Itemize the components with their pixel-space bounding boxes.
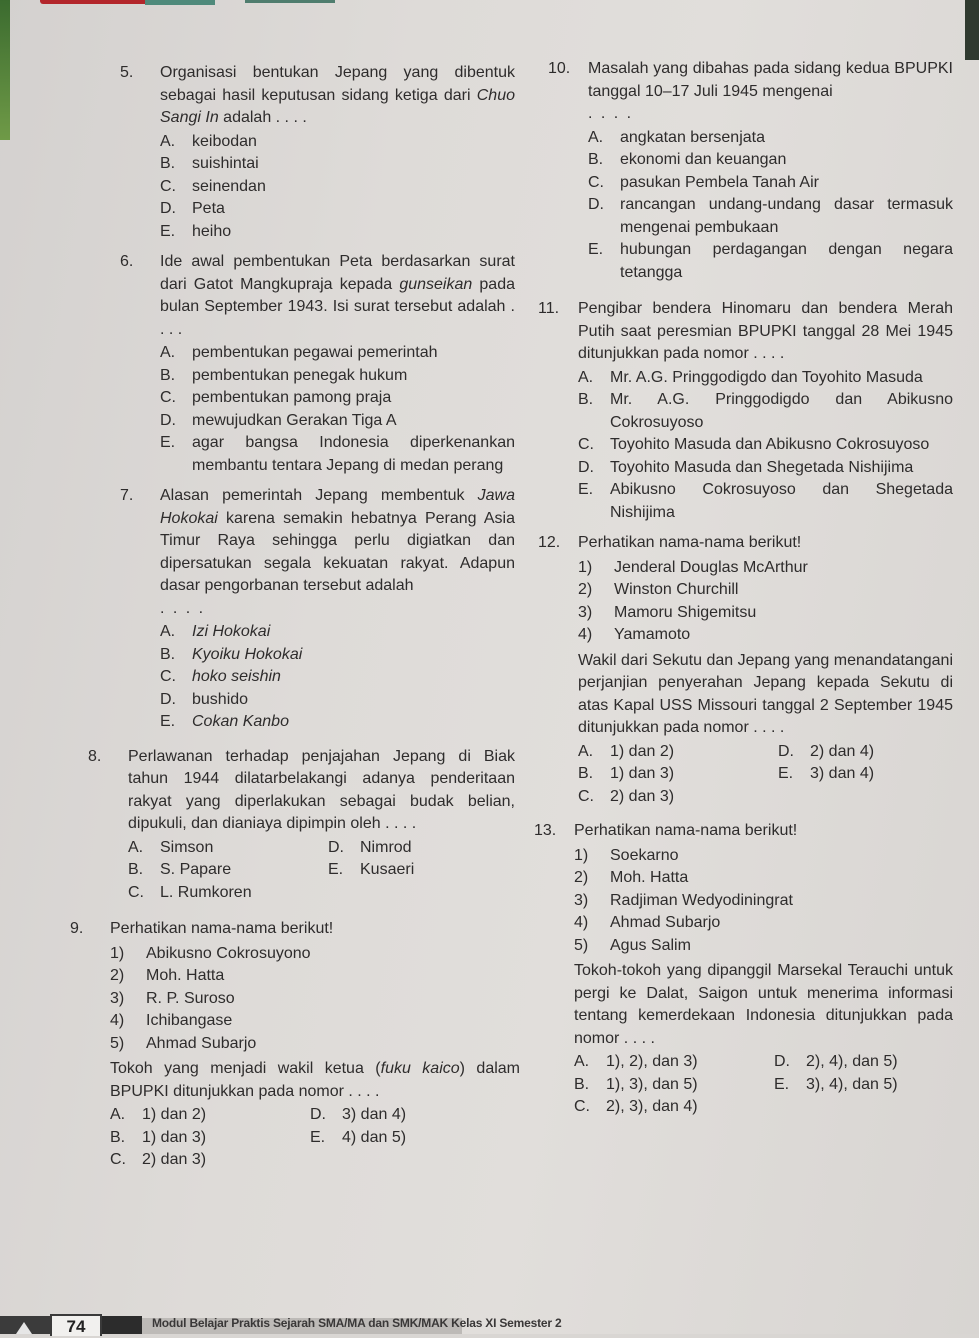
left-column xyxy=(70,62,520,1178)
option-letter: A. xyxy=(588,128,604,146)
option-d[interactable] xyxy=(310,1104,510,1127)
question-stem-part: Tokoh yang menjadi wakil ketua ( xyxy=(110,1060,381,1077)
option-letter: D. xyxy=(160,200,176,217)
option-d[interactable] xyxy=(160,410,515,433)
option-letter: B. xyxy=(574,1075,590,1093)
list-item xyxy=(578,602,953,625)
option-d[interactable] xyxy=(588,194,953,239)
option-letter: B. xyxy=(578,765,594,782)
question-text-part: karena semakin hebatnya Perang Asia Timur Raya sehingga perlu digiatkan dan dipersatukan segala kekuatan rakyat. Adapun dasar pengorbanan tersebut adalah xyxy=(160,509,515,594)
question-blank-dots: . . . . xyxy=(588,105,634,122)
option-text: agar bangsa Indonesia diperkenankan membantu tentara Jepang di medan perang xyxy=(192,434,515,474)
list-item xyxy=(574,935,953,958)
question-text: Perhatikan nama-nama berikut! xyxy=(110,920,334,937)
option-letter: C. xyxy=(128,883,144,901)
option-text: 1), 2), dan 3) xyxy=(606,1053,698,1070)
names-list xyxy=(110,943,520,1056)
option-d[interactable] xyxy=(778,741,978,764)
list-item xyxy=(110,1033,520,1056)
option-c[interactable] xyxy=(160,387,515,410)
list-item-number: 4) xyxy=(574,914,589,931)
option-text: 2) dan 3) xyxy=(610,787,675,805)
option-letter: E. xyxy=(588,241,604,258)
page-number: 74 xyxy=(50,1314,102,1336)
option-e[interactable] xyxy=(774,1074,974,1097)
option-text: Abikusno Cokrosuyoso dan Shegetada Nishijima xyxy=(610,481,953,521)
list-item-number: 2) xyxy=(110,967,125,984)
names-list xyxy=(578,557,953,647)
question-number: 9. xyxy=(70,920,84,937)
page-footer xyxy=(0,1312,979,1334)
option-letter: B. xyxy=(160,645,176,663)
option-a[interactable] xyxy=(588,127,953,150)
option-letter: D. xyxy=(578,458,594,476)
option-letter: A. xyxy=(578,368,594,386)
option-letter: C. xyxy=(574,1098,590,1115)
publisher-logo xyxy=(0,1316,52,1334)
prev-page-edge-teal-2 xyxy=(245,0,335,3)
option-text: Mr. A.G. Pringgodigdo dan Abikusno Cokrosuyoso xyxy=(610,391,953,431)
option-letter: E. xyxy=(160,434,176,451)
option-d[interactable] xyxy=(160,198,515,221)
option-letter: E. xyxy=(160,222,176,240)
list-item xyxy=(110,965,520,988)
option-c[interactable] xyxy=(578,786,778,809)
option-letter: C. xyxy=(588,173,604,191)
option-letter: D. xyxy=(328,838,344,856)
question-number: 6. xyxy=(120,253,134,270)
question-stem: Tokoh-tokoh yang dipanggil Marsekal Terauchi untuk pergi ke Dalat, Saigon untuk menerima informasi tentang kemerdekaan Indonesia ditunjukkan pada nomor . . . . xyxy=(574,962,953,1047)
option-c[interactable] xyxy=(588,172,953,195)
option-letter: E. xyxy=(774,1075,790,1093)
option-letter: A. xyxy=(110,1106,126,1123)
option-text: L. Rumkoren xyxy=(160,883,252,901)
option-b[interactable] xyxy=(128,859,328,882)
option-letter: D. xyxy=(160,690,176,708)
question-13 xyxy=(534,820,953,1119)
question-text xyxy=(160,251,515,341)
option-letter: A. xyxy=(578,742,594,760)
option-letter: A. xyxy=(160,344,176,361)
options-list xyxy=(578,367,953,525)
list-item xyxy=(574,890,953,913)
option-letter: A. xyxy=(160,623,176,640)
option-b[interactable] xyxy=(160,644,515,667)
list-item xyxy=(578,557,953,580)
option-text: hubungan perdagangan dengan negara tetangga xyxy=(620,241,953,281)
option-text: 1), 3), dan 5) xyxy=(606,1075,698,1093)
list-item-text: Moh. Hatta xyxy=(146,967,225,984)
option-letter: B. xyxy=(588,151,604,168)
option-e[interactable] xyxy=(778,763,978,786)
list-item-text: Yamamoto xyxy=(614,626,691,643)
footer-book-title: Modul Belajar Praktis Sejarah SMA/MA dan SMK/MAK Kelas XI Semester 2 xyxy=(152,1316,562,1330)
option-letter: C. xyxy=(160,177,176,195)
question-stem: Wakil dari Sekutu dan Jepang yang menandatangani perjanjian penyerahan Jepang kepada Sekutu di atas Kapal USS Missouri tanggal 2 September 1945 ditunjukkan pada nomor . . . . xyxy=(578,651,953,736)
option-letter: C. xyxy=(110,1151,126,1168)
option-text: 1) dan 3) xyxy=(142,1128,207,1146)
list-item-text: Ahmad Subarjo xyxy=(146,1034,257,1052)
list-item-text: Ahmad Subarjo xyxy=(610,914,721,931)
question-blank-dots: . . . . xyxy=(160,599,206,617)
question-text: Masalah yang dibahas pada sidang kedua BPUPKI tanggal 10–17 Juli 1945 mengenai xyxy=(588,60,953,100)
option-letter: D. xyxy=(310,1106,326,1123)
option-letter: E. xyxy=(310,1128,326,1146)
option-b[interactable] xyxy=(160,153,515,176)
question-number: 13. xyxy=(534,822,557,839)
option-c[interactable] xyxy=(110,1149,310,1172)
option-text: ekonomi dan keuangan xyxy=(620,151,787,168)
list-item-number: 4) xyxy=(110,1012,125,1029)
option-text: Kyoiku Hokokai xyxy=(192,645,303,663)
option-text: 4) dan 5) xyxy=(342,1128,407,1146)
option-text: S. Papare xyxy=(160,861,232,878)
options-grid xyxy=(128,837,515,905)
question-text-italic: Jawa Hokokai xyxy=(160,487,515,527)
list-item-number: 2) xyxy=(578,581,593,598)
list-item xyxy=(110,988,520,1011)
option-d[interactable] xyxy=(160,689,515,712)
question-5 xyxy=(120,62,515,243)
question-number: 7. xyxy=(120,487,134,504)
option-letter: B. xyxy=(128,861,144,878)
option-letter: E. xyxy=(578,481,594,498)
option-letter: B. xyxy=(160,155,176,172)
option-letter: D. xyxy=(160,411,176,429)
option-text: Izi Hokokai xyxy=(192,623,271,640)
option-letter: B. xyxy=(110,1128,126,1146)
list-item xyxy=(578,624,953,647)
list-item xyxy=(110,1010,520,1033)
question-text-italic: gunseikan xyxy=(399,275,473,293)
question-11 xyxy=(538,298,953,524)
option-letter: E. xyxy=(328,861,344,878)
option-text: 2) dan 3) xyxy=(142,1151,207,1168)
question-text-part: pada bulan September 1943. Isi surat tersebut adalah . . . . xyxy=(160,275,515,338)
option-text: hoko seishin xyxy=(192,668,281,685)
option-a[interactable] xyxy=(128,837,328,860)
names-list xyxy=(574,845,953,958)
list-item-number: 5) xyxy=(574,936,589,954)
question-text: Perhatikan nama-nama berikut! xyxy=(578,534,802,551)
option-text: pasukan Pembela Tanah Air xyxy=(620,173,819,191)
background-edge-right xyxy=(965,0,979,60)
question-7 xyxy=(120,485,515,734)
option-b[interactable] xyxy=(574,1074,774,1097)
question-text: Pengibar bendera Hinomaru dan bendera Merah Putih saat peresmian BPUPKI tanggal 28 Mei 1945 ditunjukkan pada nomor . . . . xyxy=(578,300,953,362)
option-letter: C. xyxy=(160,389,176,406)
list-item-text: Radjiman Wedyodiningrat xyxy=(610,891,793,909)
options-list xyxy=(588,127,953,285)
question-text-part: Organisasi bentukan Jepang yang dibentuk sebagai hasil keputusan sidang ketiga dari xyxy=(160,64,515,104)
list-item-text: Mamoru Shigemitsu xyxy=(614,603,757,621)
option-d[interactable] xyxy=(578,457,953,480)
option-letter: E. xyxy=(160,713,176,730)
list-item xyxy=(574,912,953,935)
question-8 xyxy=(88,746,515,905)
list-item-text: Ichibangase xyxy=(146,1012,233,1029)
option-text: rancangan undang-undang dasar termasuk mengenai pembukaan xyxy=(620,196,953,236)
question-number: 12. xyxy=(538,534,561,551)
list-item xyxy=(574,845,953,868)
option-d[interactable] xyxy=(774,1051,974,1074)
option-text: Peta xyxy=(192,200,225,217)
option-text: bushido xyxy=(192,690,249,708)
list-item-number: 4) xyxy=(578,626,593,643)
option-e[interactable] xyxy=(160,711,515,734)
option-letter: B. xyxy=(160,366,176,384)
option-text: Nimrod xyxy=(360,838,412,856)
question-10 xyxy=(548,58,953,284)
option-text: pembentukan pegawai pemerintah xyxy=(192,344,438,361)
list-item-text: Jenderal Douglas McArthur xyxy=(614,558,808,576)
list-item-text: Moh. Hatta xyxy=(610,869,689,886)
option-text: Toyohito Masuda dan Shegetada Nishijima xyxy=(610,458,914,476)
option-letter: A. xyxy=(128,838,144,856)
question-stem xyxy=(110,1058,520,1103)
option-text: 2), 3), dan 4) xyxy=(606,1098,698,1115)
option-c[interactable] xyxy=(574,1096,774,1119)
prev-page-edge-teal xyxy=(145,0,215,5)
option-e[interactable] xyxy=(588,239,953,284)
question-text xyxy=(160,485,515,598)
option-letter: C. xyxy=(160,668,176,685)
option-text: Cokan Kanbo xyxy=(192,713,289,730)
question-text xyxy=(160,62,515,130)
list-item-text: Agus Salim xyxy=(610,936,691,954)
list-item-number: 3) xyxy=(110,989,125,1007)
option-letter: A. xyxy=(574,1053,590,1070)
options-grid xyxy=(574,1051,953,1119)
option-text: 3), 4), dan 5) xyxy=(806,1075,898,1093)
option-text: angkatan bersenjata xyxy=(620,128,765,146)
question-number: 11. xyxy=(538,300,560,317)
question-text-part: Ide awal pembentukan Peta berdasarkan surat dari Gatot Mangkupraja kepada xyxy=(160,253,515,293)
question-number: 10. xyxy=(548,60,571,77)
list-item xyxy=(574,867,953,890)
question-number: 8. xyxy=(88,747,102,765)
option-text: suishintai xyxy=(192,155,259,172)
option-text: Kusaeri xyxy=(360,861,415,878)
question-text-italic: Chuo Sangi In xyxy=(160,86,515,126)
options-list xyxy=(160,131,515,244)
option-text: keibodan xyxy=(192,132,257,150)
question-number: 5. xyxy=(120,64,134,81)
option-e[interactable] xyxy=(160,221,515,244)
option-a[interactable] xyxy=(160,131,515,154)
option-c[interactable] xyxy=(160,666,515,689)
list-item-number: 2) xyxy=(574,869,589,886)
list-item-number: 3) xyxy=(574,891,589,909)
option-letter: C. xyxy=(578,787,594,805)
option-e[interactable] xyxy=(160,432,515,477)
option-a[interactable] xyxy=(110,1104,310,1127)
option-text: seinendan xyxy=(192,177,266,195)
triangle-logo-icon xyxy=(16,1322,32,1334)
question-text: Perlawanan terhadap penjajahan Jepang di Biak tahun 1944 dilatarbelakangi adanya penderitaan rakyat yang diperlakukan sebagai budak belian, dipukuli, dan dianiaya dipimpin oleh . . . . xyxy=(128,747,515,832)
option-b[interactable] xyxy=(578,763,778,786)
option-a[interactable] xyxy=(160,621,515,644)
option-a[interactable] xyxy=(574,1051,774,1074)
question-12 xyxy=(538,532,953,808)
option-letter: C. xyxy=(578,436,594,453)
question-6 xyxy=(120,251,515,477)
option-text: 2), 4), dan 5) xyxy=(806,1053,898,1070)
list-item xyxy=(110,943,520,966)
option-text: pembentukan penegak hukum xyxy=(192,366,408,384)
option-text: 2) dan 4) xyxy=(810,742,875,760)
options-grid xyxy=(578,741,953,809)
option-e[interactable] xyxy=(578,479,953,524)
option-b[interactable] xyxy=(110,1127,310,1150)
option-a[interactable] xyxy=(160,342,515,365)
option-a[interactable] xyxy=(578,741,778,764)
option-c[interactable] xyxy=(128,882,328,905)
list-item-text: R. P. Suroso xyxy=(146,989,235,1007)
option-c[interactable] xyxy=(578,434,953,457)
option-b[interactable] xyxy=(578,389,953,434)
option-text: Simson xyxy=(160,838,214,856)
list-item-number: 3) xyxy=(578,603,593,621)
option-text: Mr. A.G. Pringgodigdo dan Toyohito Masuda xyxy=(610,368,923,386)
question-text-part: adalah . . . . xyxy=(218,109,307,126)
option-a[interactable] xyxy=(578,367,953,390)
option-text: 1) dan 2) xyxy=(610,742,675,760)
question-text-part: Alasan pemerintah Jepang membentuk xyxy=(160,487,478,504)
list-item-text: Winston Churchill xyxy=(614,581,739,598)
options-grid xyxy=(110,1104,520,1172)
list-item-number: 1) xyxy=(110,944,125,962)
option-text: 3) dan 4) xyxy=(342,1106,407,1123)
option-letter: D. xyxy=(778,742,794,760)
option-b[interactable] xyxy=(588,149,953,172)
list-item-number: 5) xyxy=(110,1034,125,1052)
option-d[interactable] xyxy=(328,837,528,860)
list-item-text: Abikusno Cokrosuyono xyxy=(146,944,311,962)
option-text: 3) dan 4) xyxy=(810,765,875,782)
option-b[interactable] xyxy=(160,365,515,388)
option-text: heiho xyxy=(192,222,232,240)
option-e[interactable] xyxy=(328,859,528,882)
list-item-text: Soekarno xyxy=(610,846,679,864)
option-text: 1) dan 3) xyxy=(610,765,675,782)
question-9 xyxy=(70,918,520,1172)
question-stem-part: ) dalam BPUPKI ditunjukkan pada nomor . . . . xyxy=(110,1060,520,1100)
option-text: 1) dan 2) xyxy=(142,1106,207,1123)
options-list xyxy=(160,342,515,477)
option-text: Toyohito Masuda dan Abikusno Cokrosuyoso xyxy=(610,436,930,453)
right-column xyxy=(534,58,953,1125)
option-letter: D. xyxy=(774,1053,790,1070)
list-item-number: 1) xyxy=(574,846,589,864)
option-text: pembentukan pamong praja xyxy=(192,389,392,406)
option-letter: A. xyxy=(160,132,176,150)
options-list xyxy=(160,621,515,734)
option-text: mewujudkan Gerakan Tiga A xyxy=(192,411,397,429)
background-edge-left xyxy=(0,0,10,140)
option-letter: E. xyxy=(778,765,794,782)
option-letter: D. xyxy=(588,196,604,213)
footer-dark-block xyxy=(102,1316,142,1334)
option-e[interactable] xyxy=(310,1127,510,1150)
option-c[interactable] xyxy=(160,176,515,199)
question-stem-italic: fuku kaico xyxy=(380,1060,460,1077)
option-letter: B. xyxy=(578,391,594,408)
question-text: Perhatikan nama-nama berikut! xyxy=(574,822,798,839)
list-item-number: 1) xyxy=(578,558,593,576)
list-item xyxy=(578,579,953,602)
